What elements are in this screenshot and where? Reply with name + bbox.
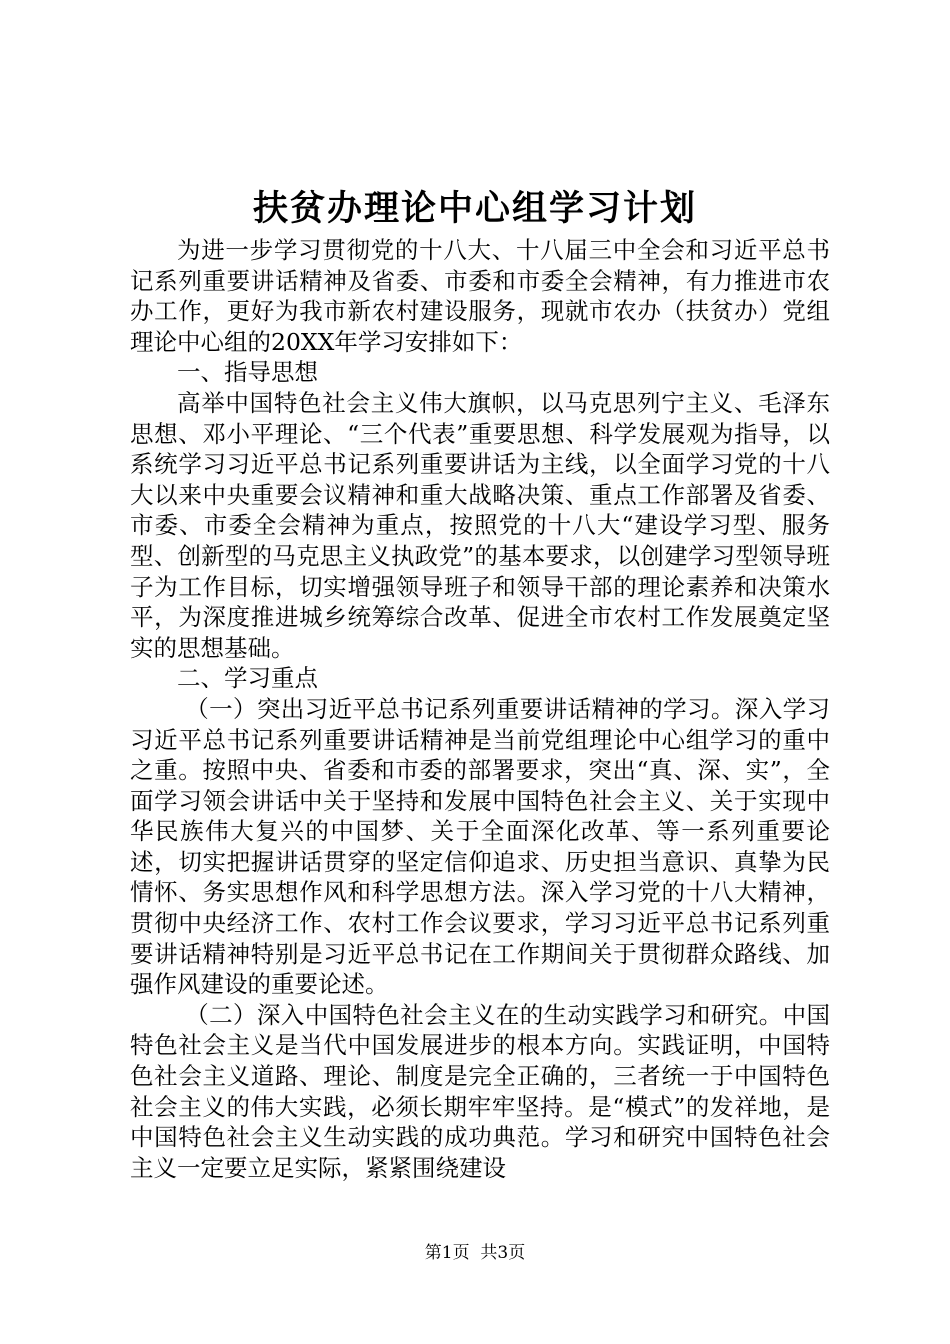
page-footer xyxy=(0,1242,950,1264)
guiding-ideology-paragraph: 高举中国特色社会主义伟大旗帜，以马克思列宁主义、毛泽东思想、邓小平理论、“三个代表”重要思想、科学发展观为指导，以系统学习习近平总书记系列重要讲话为主线，以全面学习党的十八大以来中央重要会议精神和重大战略决策、重点工作部署及省委、市委、市委全会精神为重点，按照党的十八大“建设学习型、服务型、创新型的马克思主义执政党”的基本要求，以创建学习型领导班子为工作目标，切实增强领导班子和领导干部的理论素养和决策水平，为深度推进城乡统筹综合改革、促进全市农村工作发展奠定坚实的思想基础。 xyxy=(130,388,830,662)
document-body xyxy=(130,235,830,1183)
study-focus-item-1: （一）突出习近平总书记系列重要讲话精神的学习。深入学习习近平总书记系列重要讲话精神是当前党组理论中心组学习的重中之重。按照中央、省委和市委的部署要求，突出“真、深、实”，全面学习领会讲话中关于坚持和发展中国特色社会主义、关于实现中华民族伟大复兴的中国梦、关于全面深化改革、等一系列重要论述，切实把握讲话贯穿的坚定信仰追求、历史担当意识、真挚为民情怀、务实思想作风和科学思想方法。深入学习党的十八大精神，贯彻中央经济工作、农村工作会议要求，学习习近平总书记系列重要讲话精神特别是习近平总书记在工作期间关于贯彻群众路线、加强作风建设的重要论述。 xyxy=(130,694,830,999)
section-heading-guiding-ideology: 一、指导思想 xyxy=(177,358,318,387)
page-number: 第1页 共3页 xyxy=(424,1243,526,1263)
section-heading-study-focus: 二、学习重点 xyxy=(177,664,318,693)
intro-paragraph: 为进一步学习贯彻党的十八大、十八届三中全会和习近平总书记系列重要讲话精神及省委、市委和市委全会精神，有力推进市农办工作，更好为我市新农村建设服务，现就市农办（扶贫办）党组理论中心组的20XX年学习安排如下： xyxy=(130,236,830,356)
document-title: 扶贫办理论中心组学习计划 xyxy=(252,188,697,229)
study-focus-item-2: （二）深入中国特色社会主义在的生动实践学习和研究。中国特色社会主义是当代中国发展进步的根本方向。实践证明，中国特色社会主义道路、理论、制度是完全正确的，三者统一于中国特色社会主义的伟大实践，必须长期牢牢坚持。是“模式”的发祥地，是中国特色社会主义生动实践的成功典范。学习和研究中国特色社会主义一定要立足实际，紧紧围绕建设 xyxy=(130,1000,830,1182)
